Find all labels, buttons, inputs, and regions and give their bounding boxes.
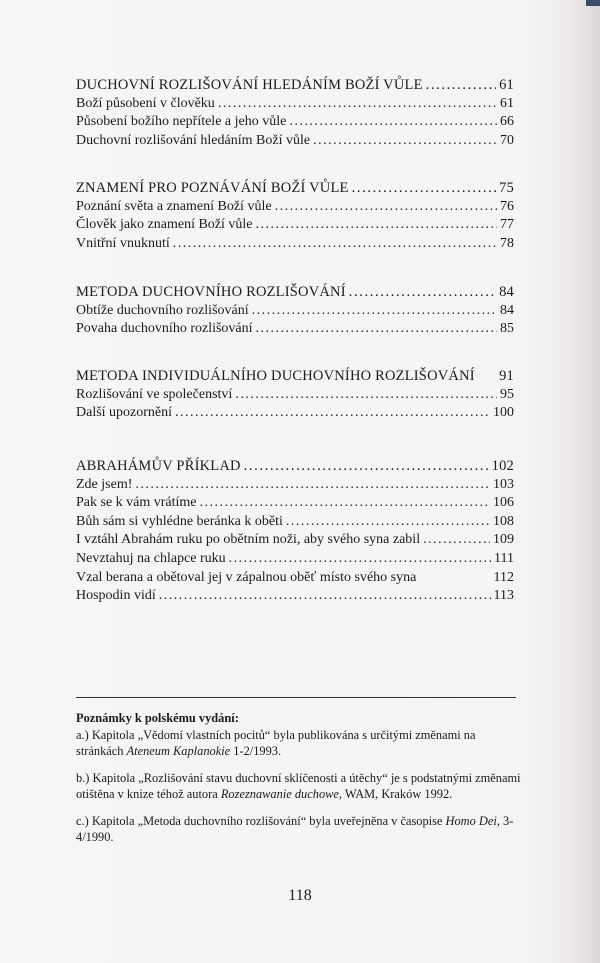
- toc-section-3: [76, 283, 514, 339]
- toc-entry-title: Bůh sám si vyhlédne beránka k oběti: [76, 513, 283, 529]
- toc-heading-title: ABRAHÁMŮV PŘÍKLAD: [76, 458, 241, 474]
- toc-entry-title: Vzal berana a obětoval jej v zápalnou oběť místo svého syna: [76, 569, 417, 585]
- toc-entry-title: Duchovní rozlišování hledáním Boží vůle: [76, 132, 311, 148]
- toc-entry-title: Hospodin vidí: [76, 588, 156, 604]
- toc-entry: [76, 113, 514, 132]
- toc-entry-title: Zde jsem!: [76, 476, 133, 492]
- toc-page-number: 102: [491, 458, 514, 474]
- toc-entry: [76, 386, 514, 405]
- toc-entry: [76, 476, 514, 495]
- toc-entry: [76, 569, 514, 588]
- toc-entry: [76, 513, 514, 532]
- toc-entry-title: Poznání světa a znamení Boží vůle: [76, 198, 272, 214]
- footnotes: [76, 710, 522, 856]
- footnote-b: [76, 770, 522, 802]
- toc-page-number: 61: [499, 77, 514, 93]
- toc-entry: [76, 95, 514, 114]
- toc-page-number: 106: [493, 495, 514, 511]
- toc-page-number: 112: [493, 569, 514, 585]
- toc-page-number: 111: [494, 550, 514, 566]
- toc-heading-title: ZNAMENÍ PRO POZNÁVÁNÍ BOŽÍ VŮLE: [76, 180, 349, 196]
- toc-entry-title: Nevztahuj na chlapce ruku: [76, 550, 226, 566]
- footnote-text: b.) Kapitola „Rozlišování stavu duchovní sklíčenosti a útěchy“ je s podstatnými změnami otištěna v knize téhož autora: [76, 771, 521, 801]
- toc-page-number: 76: [500, 198, 514, 214]
- footnote-text: a.) Kapitola „Vědomí vlastních pocitů“ byla publikována s určitými změnami na stránkách: [76, 728, 476, 758]
- toc-entry-title: Pak se k vám vrátíme: [76, 495, 197, 511]
- toc-page-number: 77: [500, 217, 514, 233]
- footnote-source: Homo Dei: [445, 814, 497, 828]
- footnote-divider: [76, 697, 516, 698]
- footnotes-title: Poznámky k polskému vydání:: [76, 711, 239, 725]
- toc-page-number: 75: [499, 180, 514, 196]
- toc-entry-title: Vnitřní vnuknutí: [76, 235, 170, 251]
- toc-heading: [76, 367, 514, 386]
- toc-heading-title: METODA INDIVIDUÁLNÍHO DUCHOVNÍHO ROZLIŠOVÁNÍ: [76, 368, 475, 384]
- toc-page-number: 100: [493, 405, 514, 421]
- toc-entry: [76, 216, 514, 235]
- toc-page-number: 61: [500, 95, 514, 111]
- toc-heading-title: METODA DUCHOVNÍHO ROZLIŠOVÁNÍ: [76, 284, 346, 300]
- toc-page-number: 78: [500, 235, 514, 251]
- toc-entry: [76, 494, 514, 513]
- toc-entry: [76, 302, 514, 321]
- toc-heading: [76, 179, 514, 198]
- toc-entry-title: Rozlišování ve společenství: [76, 386, 233, 402]
- footnote-c: [76, 813, 522, 845]
- toc-entry-title: Další upozornění: [76, 405, 173, 421]
- toc-page-number: 85: [500, 321, 514, 337]
- toc-page-number: 84: [499, 284, 514, 300]
- toc-section-2: [76, 179, 514, 253]
- toc-entry-title: Boží působení v člověku: [76, 95, 215, 111]
- toc-heading-title: DUCHOVNÍ ROZLIŠOVÁNÍ HLEDÁNÍM BOŽÍ VŮLE: [76, 77, 423, 93]
- page-number: 118: [288, 887, 312, 904]
- footnote-source: Ateneum Kaplanokie: [126, 744, 231, 758]
- toc-entry: [76, 404, 514, 423]
- footnote-source: Rozeznawanie duchowe: [220, 787, 339, 801]
- toc-page-number: 109: [493, 532, 514, 548]
- toc-section-1: [76, 76, 514, 150]
- toc-page-number: 103: [493, 476, 514, 492]
- toc-page-number: 70: [500, 132, 514, 148]
- toc-heading: [76, 283, 514, 302]
- toc-page-number: 91: [499, 368, 514, 384]
- footnote-text: 1-2/1993.: [230, 744, 282, 758]
- toc-entry: [76, 587, 514, 606]
- toc-entry: [76, 531, 514, 550]
- toc-entry: [76, 320, 514, 339]
- toc-entry: [76, 198, 514, 217]
- toc-entry-title: Člověk jako znamení Boží vůle: [76, 217, 253, 233]
- toc-section-5: [76, 457, 514, 606]
- toc-page-number: 108: [493, 513, 514, 529]
- toc-entry-title: Povaha duchovního rozlišování: [76, 321, 253, 337]
- footnote-text: c.) Kapitola „Metoda duchovního rozlišování“ byla uveřejněna v časopise: [76, 814, 446, 828]
- toc-heading: [76, 457, 514, 476]
- toc-entry: [76, 550, 514, 569]
- toc-heading: [76, 76, 514, 95]
- footnote-text: , 3-4/1990.: [76, 814, 514, 844]
- toc-page-number: 113: [493, 588, 514, 604]
- toc-entry: [76, 132, 514, 151]
- toc-entry-title: I vztáhl Abrahám ruku po obětním noži, aby svého syna zabil: [76, 532, 421, 548]
- toc-entry-title: Obtíže duchovního rozlišování: [76, 302, 249, 318]
- footnote-a: [76, 727, 522, 759]
- toc-page-number: 84: [500, 302, 514, 318]
- toc-page-number: 95: [500, 386, 514, 402]
- toc-page-number: 66: [500, 114, 514, 130]
- toc-section-4: [76, 367, 514, 423]
- toc-entry: [76, 235, 514, 254]
- toc-entry-title: Působení božího nepřítele a jeho vůle: [76, 114, 287, 130]
- footnote-text: , WAM, Kraków 1992.: [338, 787, 453, 801]
- page-edge-strip: [586, 0, 600, 6]
